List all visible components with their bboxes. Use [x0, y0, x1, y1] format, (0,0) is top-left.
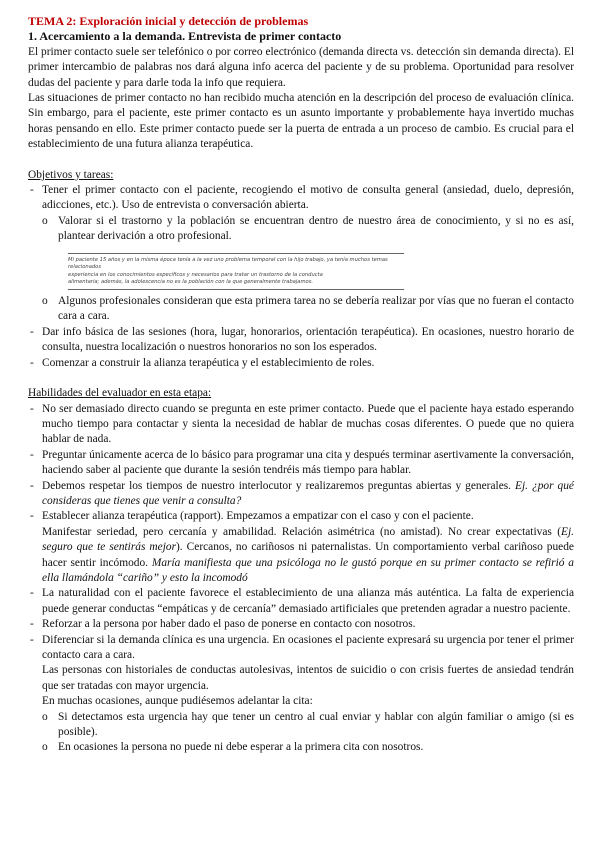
objective-item: - Dar info básica de las sesiones (hora, lugar, honorarios, orientación terapéutica). En ocasiones, nuestro horario de consulta, nuestra localización o nuestros honorarios no son los esperados. — [28, 325, 574, 356]
skill-item — [28, 479, 574, 510]
quote-line: experiencia en los conocimientos específicos y necesarios para tratar un trastorno de la conducta — [68, 271, 323, 278]
document-page — [28, 14, 574, 756]
document-title: TEMA 2: Exploración inicial y detección de problemas — [28, 14, 309, 28]
objective-subitem: o Valorar si el trastorno y la población se encuentran dentro de nuestro área de conocimiento, y si no es así, plantear derivación a otro profesional. — [28, 214, 574, 245]
spacer — [28, 153, 574, 168]
spacer — [28, 371, 574, 386]
quote-line: Mi paciente 15 años y en la misma época tenía a la vez uno problema temporal con la hijo trabajo, ya tenía muchos temas relacionados — [68, 256, 388, 271]
skill-continuation: Las personas con historiales de conductas autolesivas, intentos de suicidio o con crisis fuertes de ansiedad tendrán que ser tratadas con mayor urgencia. — [42, 664, 574, 692]
skill-item: - La naturalidad con el paciente favorece el establecimiento de una alianza más auténtica. La falta de experiencia puede generar conductas “empáticas y de cercanía” demasiado artificiales que pretenden agradar a nuestro paciente. — [28, 586, 574, 617]
paragraph-first-contact-importance: Las situaciones de primer contacto no han recibido mucha atención en la descripción del proceso de evaluación clínica. Sin embargo, para el paciente, este primer contacto es un asunto importante y probablemente haya invertido muchas horas pensando en ello. Este primer contacto puede ser la puerta de entrada a un proceso de cambio. Es crucial para el establecimiento de una futura alianza terapéutica. — [28, 92, 574, 151]
objective-item: - Comenzar a construir la alianza terapéutica y el establecimiento de roles. — [28, 356, 574, 371]
skill-continuation — [28, 525, 574, 587]
skill-continuation: En muchas ocasiones, aunque pudiésemos adelantar la cita: — [42, 695, 313, 708]
skill-item: - Preguntar únicamente acerca de lo básico para programar una cita y después terminar asertivamente la conversación, haciendo saber al paciente que durante la sesión tendréis más tiempo para hablar. — [28, 448, 574, 479]
example-quote-box — [68, 253, 404, 290]
objective-subitem: o Algunos profesionales consideran que esta primera tarea no se debería realizar por vías que no fueran el contacto cara a cara. — [28, 294, 574, 325]
skill-case-example: María manifiesta que una psicóloga no le gustó porque en su primer contacto se refirió a ella llamándola “cariño” y esto la incomodó — [42, 556, 574, 584]
skill-item: - Establecer alianza terapéutica (rapport). Empezamos a empatizar con el caso y con el paciente. — [28, 509, 574, 524]
objectives-heading: Objetivos y tareas: — [28, 168, 114, 181]
section-heading: 1. Acercamiento a la demanda. Entrevista de primer contacto — [28, 29, 342, 44]
skill-text: Debemos respetar los tiempos de nuestro interlocutor y realizaremos preguntas abiertas y generales. — [42, 479, 516, 492]
skill-item: - Reforzar a la persona por haber dado el paso de ponerse en contacto con nosotros. — [28, 617, 574, 632]
skill-example: Ej. seguro que te sentirás mejor — [42, 525, 574, 554]
skill-subitem: o Si detectamos esta urgencia hay que tener un centro al cual enviar y hablar con algún familiar o amigo (si es posible). — [28, 710, 574, 741]
paragraph-first-contact: El primer contacto suele ser telefónico o por correo electrónico (demanda directa vs. detección sin demanda directa). El primer intercambio de palabras nos dará alguna info acerca del paciente y de su problema. Oportunidad para resolver dudas del paciente y para darle toda la info que requiera. — [28, 45, 574, 89]
skill-item: - No ser demasiado directo cuando se pregunta en este primer contacto. Puede que el paciente haya estado esperando mucho tiempo para contactar y sienta la necesidad de hablar de muchas cosas diferentes. O puede que no quiera hablar de nada. — [28, 402, 574, 448]
quote-line: alimentaria; además, la adolescencia no es la población con la que generalmente trabajamos. — [68, 279, 314, 286]
skills-heading: Habilidades del evaluador en esta etapa: — [28, 387, 212, 400]
objective-item: - Tener el primer contacto con el paciente, recogiendo el motivo de consulta general (ansiedad, duelo, depresión, adicciones, etc.). Uso de entrevista o conversación abierta. — [28, 183, 574, 214]
skill-text: Manifestar seriedad, pero cercanía y amabilidad. Relación asimétrica (no amistad). No crear expectativas ( — [42, 525, 562, 538]
skill-text: ). Cercanos, no cariñosos ni paternalistas. Un comportamiento verbal cariñoso puede hacer sentir incómodo. — [42, 541, 574, 569]
skill-item: - Diferenciar si la demanda clínica es una urgencia. En ocasiones el paciente expresará su urgencia por tener el primer contacto cara a cara. — [28, 633, 574, 664]
skill-subitem: o En ocasiones la persona no puede ni debe esperar a la primera cita con nosotros. — [28, 740, 574, 755]
skill-example: Ej. ¿por qué consideras que tienes que venir a consulta? — [42, 479, 574, 507]
